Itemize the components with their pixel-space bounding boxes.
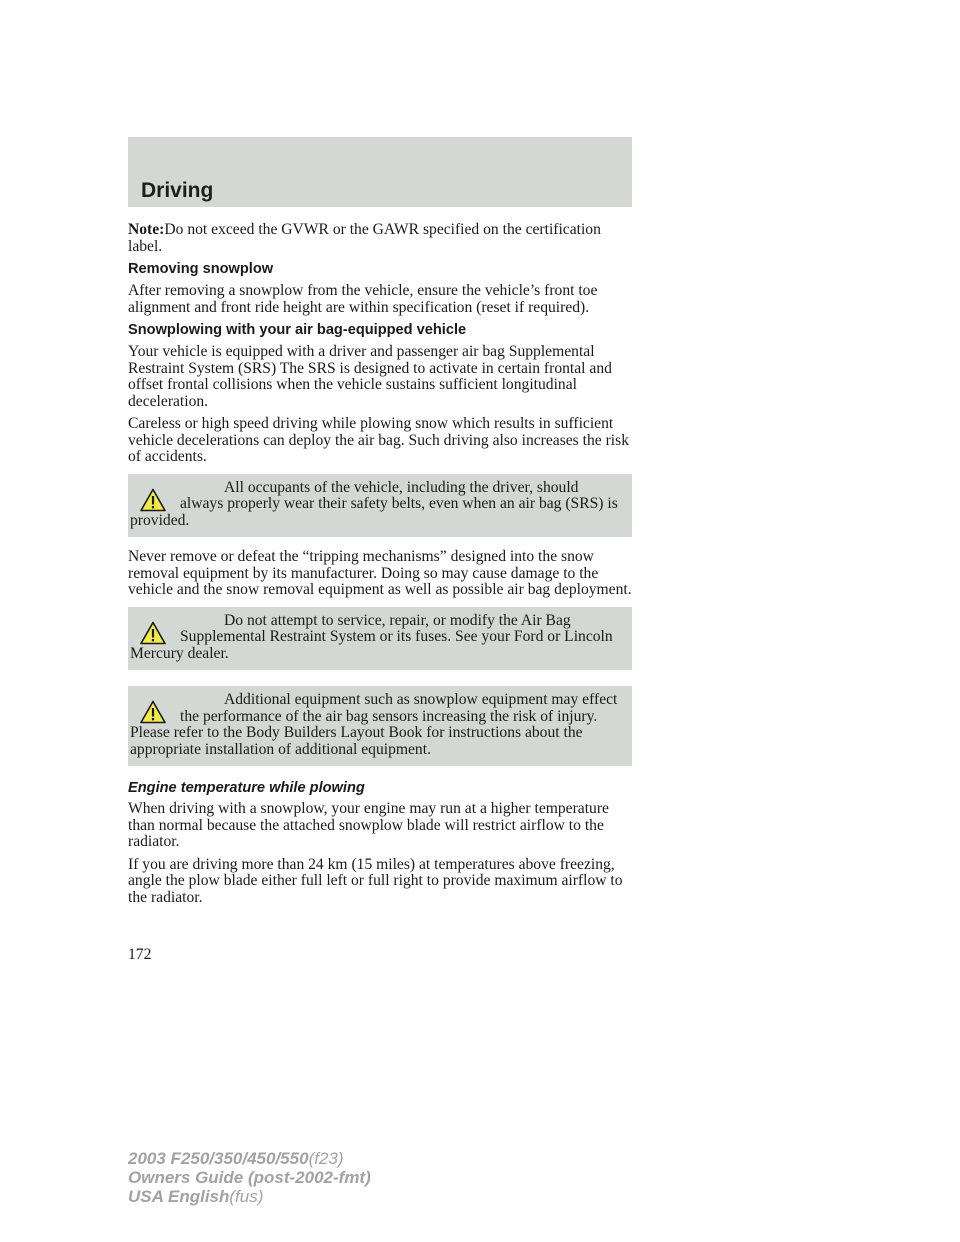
footer-line-2 [128, 1168, 371, 1187]
warning-box-2 [128, 607, 632, 671]
section-title: Driving [141, 179, 214, 202]
note-paragraph [128, 222, 632, 255]
warning-text-3: Additional equipment such as snowplow equipment may effect the performance of the air bag sensors increasing the risk of injury. Please refer to the Body Builders Layout Book for instructions about the appropriate installation of additional equipment. [130, 691, 618, 758]
warning-triangle-icon [140, 488, 166, 512]
heading-removing-snowplow: Removing snowplow [128, 261, 274, 277]
paragraph-engine-1: When driving with a snowplow, your engine may run at a higher temperature than normal because the attached snowplow blade will restrict airflow to the radiator. [128, 800, 609, 850]
warning-text-1: All occupants of the vehicle, including the driver, should always properly wear their safety belts, even when an air bag (SRS) is provided. [130, 478, 618, 529]
warning-triangle-icon [140, 621, 166, 645]
paragraph-airbag-2: Careless or high speed driving while plowing snow which results in sufficient vehicle decelerations can deploy the air bag. Such driving also increases the risk of accidents. [128, 415, 629, 465]
page-number: 172 [128, 946, 152, 963]
footer-line-3 [128, 1187, 371, 1206]
warning-box-3 [128, 686, 632, 766]
warning-triangle-icon [140, 700, 166, 724]
note-text: Do not exceed the GVWR or the GAWR specified on the certification label. [128, 221, 601, 255]
warning-text-2: Do not attempt to service, repair, or modify the Air Bag Supplemental Restraint System or its fuses. See your Ford or Lincoln Mercury dealer. [130, 611, 613, 662]
footer-language-code: (fus) [229, 1187, 264, 1206]
footer-line-1 [128, 1149, 371, 1168]
paragraph-engine-2: If you are driving more than 24 km (15 miles) at temperatures above freezing, angle the plow blade either full left or full right to provide maximum airflow to the radiator. [128, 855, 623, 906]
footer-model-code: (f23) [308, 1149, 344, 1168]
page-content [128, 222, 632, 912]
footer-language: USA English [128, 1187, 230, 1206]
footer-guide: Owners Guide (post-2002-fmt) [128, 1168, 371, 1187]
footer-info [128, 1149, 371, 1206]
heading-airbag: Snowplowing with your air bag-equipped vehicle [128, 322, 467, 338]
paragraph-tripping: Never remove or defeat the “tripping mechanisms” designed into the snow removal equipment by its manufacturer. Doing so may cause damage to the vehicle and the snow removal equipment as well as possible air bag deployment. [128, 548, 632, 598]
heading-engine-temperature: Engine temperature while plowing [128, 780, 365, 796]
paragraph-airbag-1: Your vehicle is equipped with a driver and passenger air bag Supplemental Restraint System (SRS) The SRS is designed to activate in certain frontal and offset frontal collisions when the vehicle sustains sufficient longitudinal deceleration. [128, 343, 612, 410]
note-label: Note: [128, 221, 165, 238]
warning-box-1 [128, 474, 632, 538]
footer-model: 2003 F250/350/450/550 [128, 1149, 309, 1168]
paragraph-removing: After removing a snowplow from the vehicle, ensure the vehicle’s front toe alignment and front ride height are within specification (reset if required). [128, 282, 598, 316]
